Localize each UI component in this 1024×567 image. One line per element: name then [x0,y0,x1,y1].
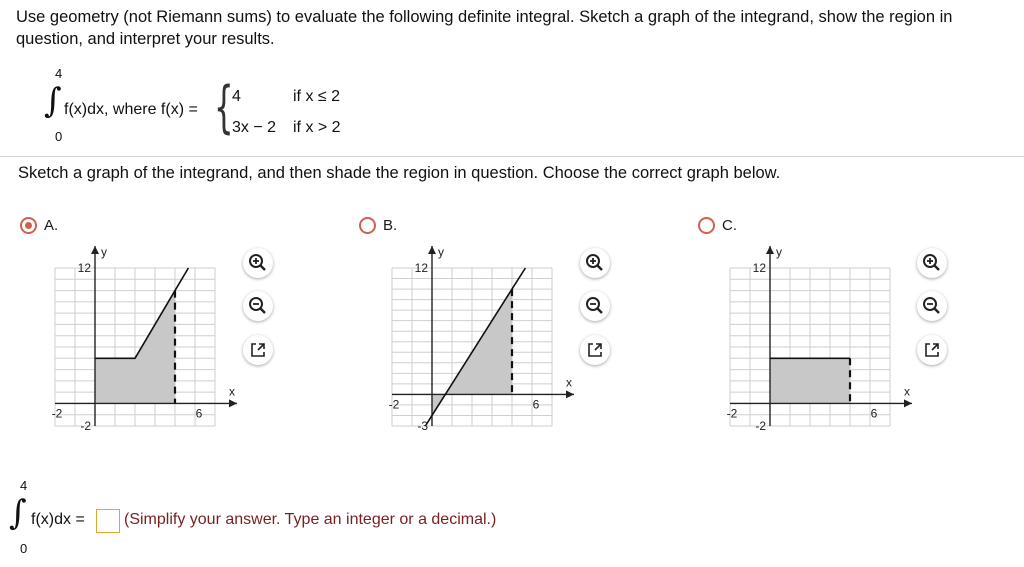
case1-value: 4 [232,88,241,105]
integral-lower-limit: 0 [55,129,63,144]
case1-condition: if x ≤ 2 [293,88,341,105]
x-tick-label-left: -2 [51,406,63,421]
option-c-radio[interactable] [698,217,715,234]
x-axis-label: x [904,384,910,399]
x-axis-arrow [904,399,912,407]
option-a[interactable] [20,216,80,236]
y-tick-label-top: 12 [414,261,428,275]
x-axis-arrow [229,399,237,407]
integral-upper-limit: 4 [55,66,63,81]
zoom-out-icon [922,296,942,316]
zoom-in-icon [248,253,268,273]
graph-b-expand-button[interactable] [580,335,610,365]
answer-integral-text: f(x)dx = [31,511,85,528]
expand-icon [586,341,604,359]
zoom-in-icon [585,253,605,273]
zoom-in-icon [922,253,942,273]
expand-icon [923,341,941,359]
piecewise-brace: { [214,75,234,140]
x-tick-label-right: 6 [870,406,878,421]
case2-value: 3x − 2 [232,119,277,136]
shaded-region [770,358,850,403]
answer-lower-limit: 0 [20,541,28,556]
x-tick-label-left: -2 [726,406,738,421]
zoom-out-icon [585,296,605,316]
graph-c-zoom-in-button[interactable] [917,248,947,278]
y-axis-label: y [101,245,107,259]
graph-b-zoom-out-button[interactable] [580,291,610,321]
graph-a-expand-button[interactable] [243,335,273,365]
option-a-label: A. [44,217,59,234]
integral-text: f(x)dx, where f(x) = [64,101,198,118]
problem-prompt: Use geometry (not Riemann sums) to evaluate the following definite integral. Sketch a graph of the integrand, show the region in question, and interpret your results. [16,8,953,48]
graph-b [377,240,582,440]
y-axis-label: y [438,245,444,259]
answer-integral-sign: ∫ [9,493,27,533]
answer-hint: (Simplify your answer. Type an integer or a decimal.) [124,511,497,528]
graph-b-zoom-in-button[interactable] [580,248,610,278]
case2-condition: if x > 2 [293,119,341,136]
option-a-radio[interactable] [20,217,37,234]
option-c-label: C. [722,217,737,234]
expand-icon [249,341,267,359]
y-tick-label-bottom: -3 [417,419,428,433]
y-tick-label-bottom: -2 [80,419,91,433]
option-b[interactable] [359,216,419,236]
answer-upper-limit: 4 [20,478,28,493]
section-divider [0,156,1024,157]
integral-sign: ∫ [44,81,62,121]
y-axis-label: y [776,245,782,259]
instruction-text: Sketch a graph of the integrand, and then shade the region in question. Choose the correct graph below. [18,164,781,182]
y-tick-label-top: 12 [752,261,766,275]
zoom-out-icon [248,296,268,316]
graph-a-zoom-out-button[interactable] [243,291,273,321]
option-b-radio[interactable] [359,217,376,234]
y-axis-arrow [766,246,774,254]
x-tick-label-right: 6 [195,406,203,421]
graph-a-zoom-in-button[interactable] [243,248,273,278]
graph-c-zoom-out-button[interactable] [917,291,947,321]
y-axis-arrow [91,246,99,254]
option-c[interactable] [698,216,758,236]
x-tick-label-right: 6 [532,397,540,412]
y-axis-arrow [428,246,436,254]
graph-c-expand-button[interactable] [917,335,947,365]
x-axis-label: x [229,384,235,399]
answer-input[interactable] [96,509,120,533]
y-tick-label-bottom: -2 [755,419,766,433]
x-axis-label: x [566,375,572,390]
option-b-label: B. [383,217,398,234]
graph-a [40,240,245,440]
y-tick-label-top: 12 [77,261,91,275]
graph-c [715,240,920,440]
x-tick-label-left: -2 [388,397,400,412]
x-axis-arrow [566,390,574,398]
